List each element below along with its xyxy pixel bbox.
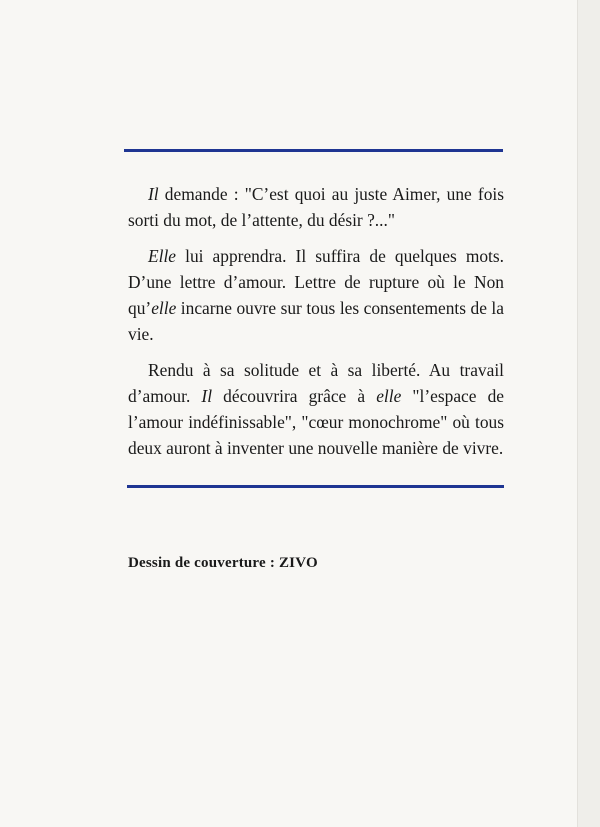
italic-pronoun: elle (376, 386, 402, 406)
blurb-text (128, 181, 504, 471)
italic-pronoun: Il (148, 184, 159, 204)
page-edge (577, 0, 600, 827)
text-segment: découvrira grâce à (212, 386, 377, 406)
cover-credit: Dessin de couverture : ZIVO (128, 555, 318, 571)
bottom-blue-rule (127, 485, 504, 488)
text-segment: demande : "C’est quoi au juste Aimer, une fois sorti du mot, de l’attente, du désir ?..." (128, 184, 504, 230)
blurb-paragraph-3 (128, 357, 504, 461)
text-segment: "l’espace de l’amour indéfinissable", "cœur monochrome" où tous deux auront à inventer une nouvelle manière de vivre. (128, 386, 505, 458)
text-segment: Rendu à sa solitude et à sa liberté. Au travail d’amour. (128, 360, 504, 406)
text-segment: incarne ouvre sur tous les consentements de la vie. (128, 298, 504, 344)
italic-pronoun: elle (151, 298, 177, 318)
blurb-paragraph-1 (128, 181, 504, 233)
top-blue-rule (124, 149, 503, 152)
blurb-paragraph-2 (128, 243, 504, 347)
italic-pronoun: Elle (148, 246, 177, 266)
text-segment: lui apprendra. Il suffira de quelques mots. D’une lettre d’amour. Lettre de rupture où le Non qu’ (128, 246, 504, 318)
italic-pronoun: Il (201, 386, 213, 406)
